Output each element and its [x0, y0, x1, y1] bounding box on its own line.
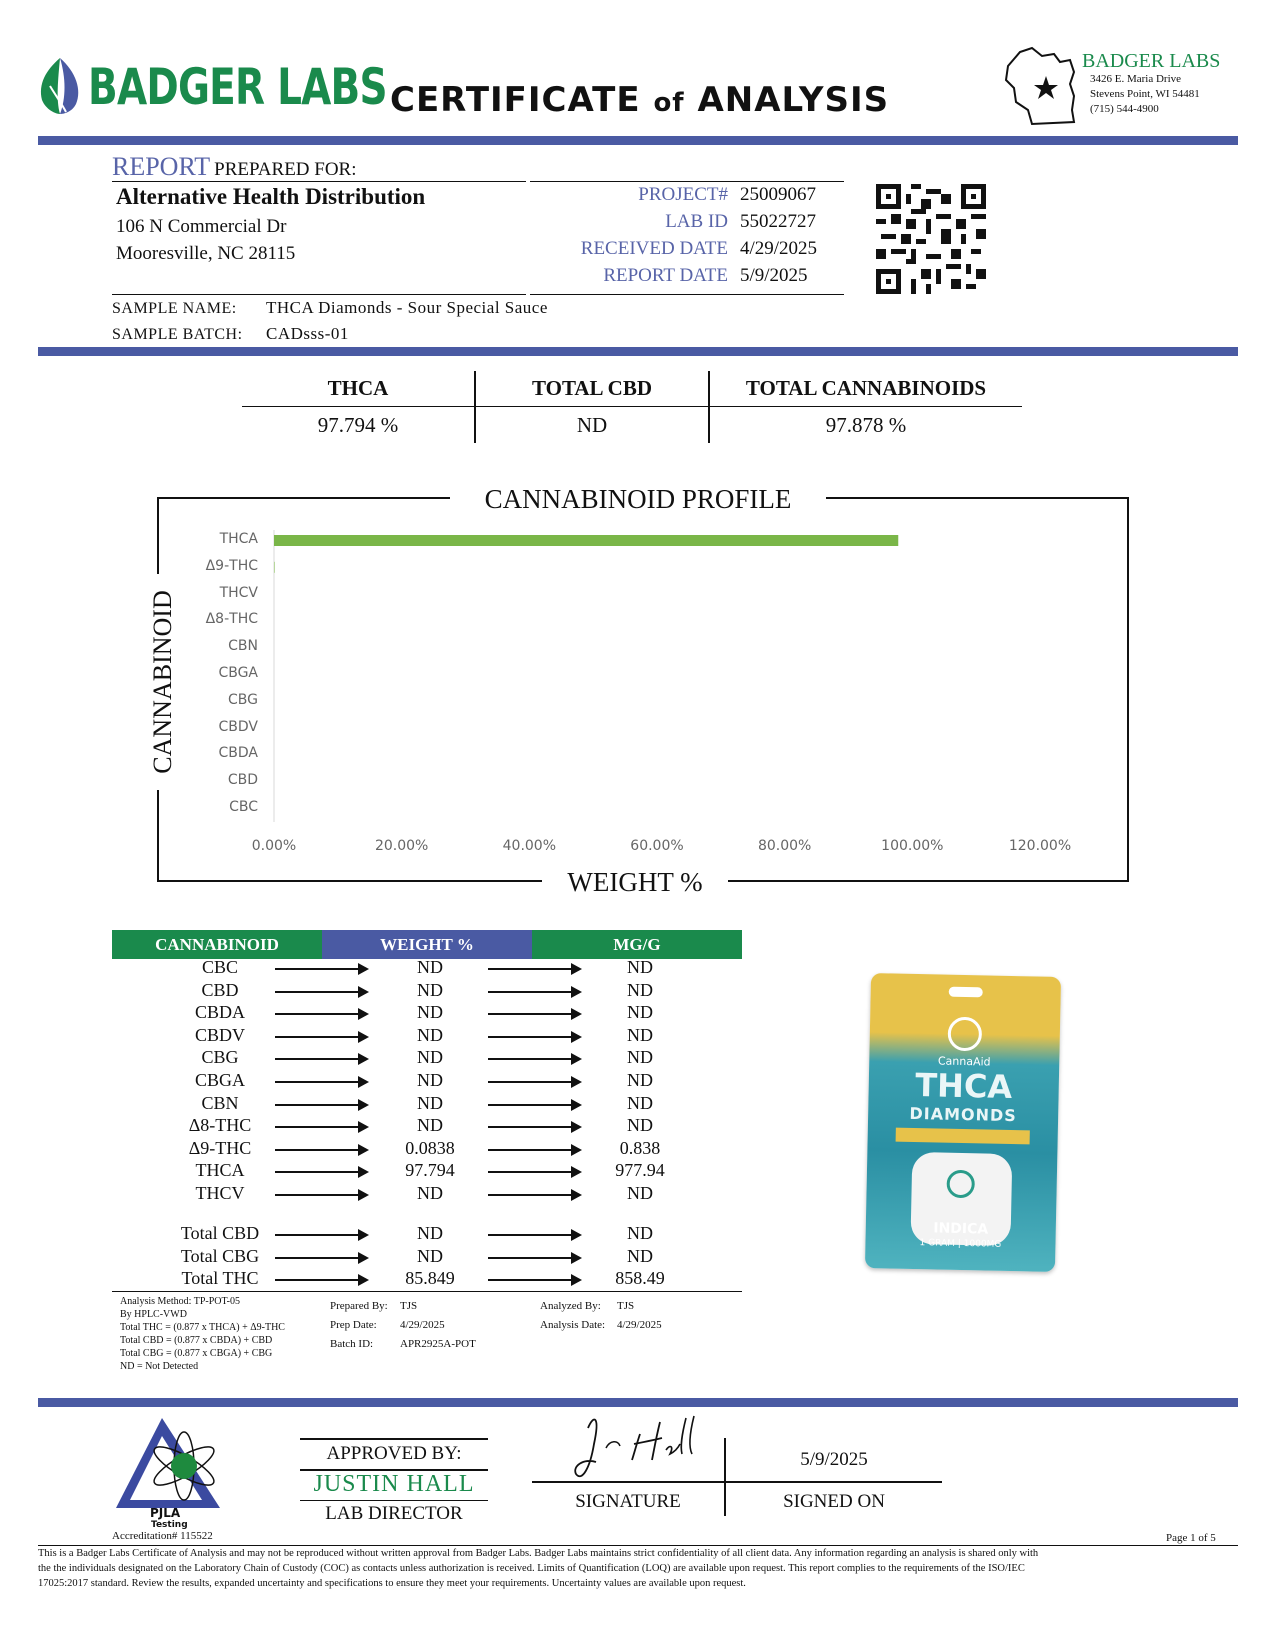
weight-value: ND [417, 1002, 443, 1023]
arrow-icon [488, 1171, 580, 1173]
summary-divider [242, 406, 1022, 407]
arrow-icon [275, 1058, 367, 1060]
pjla-sub-label: Testing [151, 1520, 188, 1530]
lab-id-label: LAB ID [665, 211, 728, 232]
table-row [110, 1002, 750, 1024]
y-tick-label: Δ8-THC [205, 611, 258, 628]
arrow-icon [275, 1279, 367, 1281]
lab-address-line1: 3426 E. Maria Drive [1090, 73, 1182, 85]
arrow-icon [488, 968, 580, 970]
analysis-info-values: TJS 4/29/2025 [617, 1300, 662, 1331]
mg-per-g-value: ND [627, 1070, 653, 1090]
arrow-icon [488, 1194, 580, 1196]
table-header-mg-g: MG/G [532, 930, 742, 959]
sample-batch-label: SAMPLE BATCH: [112, 326, 243, 343]
y-tick-label: THCV [219, 584, 258, 601]
signature-image [570, 1410, 710, 1488]
method-line: Analysis Method: TP-POT-05 [120, 1296, 241, 1307]
product-brand: CannaAid [937, 1054, 991, 1069]
header-divider [38, 136, 1238, 145]
arrow-icon [488, 1013, 580, 1015]
pjla-accreditation-logo [112, 1416, 232, 1516]
signature-line [532, 1481, 942, 1483]
product-size: 1 GRAM | 1000MG [919, 1238, 1002, 1250]
cannabinoid-name: CBC [201, 957, 239, 977]
analysis-info-labels: Analyzed By: Analysis Date: [540, 1300, 606, 1331]
signature-label: SIGNATURE [575, 1491, 681, 1512]
approver-name: JUSTIN HALL [313, 1471, 475, 1497]
badger-labs-leaf-logo [36, 56, 84, 116]
report-prepared-heading [112, 152, 357, 182]
y-tick-label: CBDV [218, 718, 258, 735]
arrow-icon [275, 968, 367, 970]
divider [300, 1438, 488, 1440]
summary-thca-label: THCA [327, 376, 389, 400]
arrow-icon [488, 991, 580, 993]
project-label: PROJECT# [638, 184, 728, 205]
product-name-line2: DIAMONDS [909, 1103, 1018, 1126]
divider [300, 1500, 488, 1501]
cannabinoid-name: CBD [201, 979, 239, 1000]
mg-per-g-value: ND [627, 1115, 653, 1136]
mg-per-g-value: ND [627, 1245, 653, 1266]
x-tick-label: 60.00% [630, 838, 684, 854]
cannabinoid-name: THCA [195, 1160, 245, 1181]
pjla-label: PJLA [150, 1506, 181, 1520]
cannabinoid-name: Δ8-THC [188, 1115, 252, 1136]
y-tick-label: CBN [228, 638, 258, 655]
project-number: 25009067 [740, 184, 816, 205]
prep-info-values: TJS 4/29/2025 APR2925A-POT [400, 1300, 476, 1350]
table-row [110, 957, 750, 979]
report-date-label: REPORT DATE [603, 265, 728, 286]
arrow-icon [275, 1257, 367, 1259]
cannabinoid-name: CBGA [194, 1070, 245, 1090]
qr-code[interactable] [876, 184, 986, 294]
cannabinoid-name: Total CBD [180, 1223, 260, 1243]
y-tick-label: CBD [227, 772, 258, 789]
sample-name: THCA Diamonds - Sour Special Sauce [266, 298, 548, 317]
arrow-icon [275, 1149, 367, 1151]
arrow-icon [488, 1058, 580, 1060]
arrow-icon [275, 1081, 367, 1083]
summary-total-cannabinoids-value: 97.878 % [825, 413, 907, 437]
chart-y-axis-label: CANNABINOID [148, 590, 177, 774]
weight-value: 85.849 [405, 1268, 455, 1289]
signed-date: 5/9/2025 [800, 1449, 868, 1470]
brand-name: BADGER LABS [88, 58, 387, 116]
chart-title: CANNABINOID PROFILE [484, 484, 792, 514]
cannabinoid-name: Total THC [181, 1268, 259, 1289]
divider [112, 181, 526, 182]
arrow-icon [488, 1234, 580, 1236]
table-row [110, 1070, 750, 1092]
table-row [110, 1025, 750, 1047]
client-street: 106 N Commercial Dr [116, 216, 287, 237]
x-tick-label: 100.00% [881, 838, 944, 854]
sample-batch: CADsss-01 [266, 324, 349, 343]
divider [530, 294, 844, 295]
arrow-icon [275, 1126, 367, 1128]
method-line: By HPLC-VWD [120, 1309, 187, 1320]
table-row [110, 1223, 750, 1245]
cannabinoid-name: Δ9-THC [188, 1137, 252, 1158]
summary-total-cbd-value: ND [576, 413, 608, 437]
x-tick-label: 80.00% [757, 838, 812, 854]
chart-x-axis-label: WEIGHT % [567, 867, 703, 897]
table-row [110, 1047, 750, 1069]
table-row [110, 1160, 750, 1182]
table-row [110, 1115, 750, 1137]
weight-value: ND [417, 1092, 443, 1113]
weight-value: ND [417, 1245, 443, 1266]
weight-value: 0.0838 [405, 1137, 455, 1158]
summary-thca-value: 97.794 % [317, 413, 399, 437]
mg-per-g-value: 977.94 [615, 1160, 665, 1181]
mg-per-g-value: ND [627, 1047, 653, 1068]
table-header-weight: WEIGHT % [322, 930, 532, 959]
arrow-icon [488, 1036, 580, 1038]
mg-per-g-value: ND [627, 979, 653, 1000]
title-of: of [653, 88, 685, 118]
lab-id: 55022727 [740, 211, 816, 232]
received-date-label: RECEIVED DATE [580, 238, 728, 259]
table-row [110, 1183, 750, 1205]
mg-per-g-value: 858.49 [615, 1268, 665, 1289]
mg-per-g-value: ND [627, 957, 653, 977]
arrow-icon [275, 1104, 367, 1106]
table-row [110, 1268, 750, 1290]
weight-value: ND [417, 1183, 443, 1203]
mg-per-g-value: ND [627, 1223, 653, 1243]
table-row [110, 1138, 750, 1160]
mg-per-g-value: ND [627, 1002, 653, 1023]
title-part2: ANALYSIS [697, 80, 890, 120]
mg-per-g-value: 0.838 [619, 1137, 661, 1158]
report-label: REPORT [112, 152, 211, 181]
footer-divider [38, 1398, 1238, 1407]
wisconsin-map-icon [1002, 44, 1080, 126]
arrow-icon [275, 1234, 367, 1236]
table-row [110, 980, 750, 1002]
method-notes [120, 1295, 285, 1373]
weight-value: ND [417, 1024, 443, 1045]
divider [112, 294, 526, 295]
signed-on-label: SIGNED ON [783, 1491, 885, 1512]
client-city: Mooresville, NC 28115 [116, 243, 296, 264]
y-tick-label: CBDA [218, 745, 258, 762]
lab-address-line2: Stevens Point, WI 54481 [1090, 88, 1200, 100]
product-strain: INDICA [933, 1220, 989, 1238]
weight-value: ND [417, 1047, 443, 1068]
chart-bar--9-thc [274, 562, 275, 573]
x-tick-label: 20.00% [374, 838, 429, 854]
method-line: Total CBG = (0.877 x CBGA) + CBG [120, 1348, 273, 1359]
arrow-icon [488, 1081, 580, 1083]
y-tick-label: CBC [229, 799, 258, 815]
summary-total-cannabinoids-label: TOTAL CANNABINOIDS [745, 376, 987, 400]
summary-total-cbd-label: TOTAL CBD [531, 376, 652, 400]
arrow-icon [488, 1104, 580, 1106]
table-row [110, 1246, 750, 1268]
arrow-icon [275, 1036, 367, 1038]
arrow-icon [488, 1149, 580, 1151]
table-header-cannabinoid: CANNABINOID [112, 930, 322, 959]
product-name-line1: THCA [914, 1065, 1013, 1107]
lab-phone: (715) 544-4900 [1090, 103, 1159, 115]
x-tick-label: 40.00% [502, 838, 557, 854]
weight-value: ND [417, 1115, 443, 1136]
x-tick-label: 0.00% [251, 838, 297, 854]
lab-address [1090, 72, 1200, 117]
sample-name-label: SAMPLE NAME: [112, 300, 237, 317]
arrow-icon [275, 1013, 367, 1015]
product-flavor-band [896, 1128, 1030, 1145]
cannabinoid-name: CBDV [194, 1024, 245, 1045]
y-tick-label: Δ9-THC [205, 557, 258, 574]
mg-per-g-value: ND [627, 1183, 653, 1203]
y-tick-label: THCA [219, 531, 258, 547]
cannabinoid-name: CBG [201, 1047, 239, 1068]
arrow-icon [275, 1171, 367, 1173]
footer-disclaimer: This is a Badger Labs Certificate of Analysis and may not be reproduced without written approval from Badger Labs. Badger Labs maintains strict confidentiality of all client data. Any information regarding an analysis is shared only with the the individuals designated on the Laboratory Chain of Custody (COC) as contacts unless authorization is received. Limits of Quantification (LOQ) are available upon request. This report complies to the requirements of the ISO/IEC 17025:2017 standard. Review the results, expanded uncertainty and specifications to ensure they meet your requirements. Uncertainty values are available upon request. [38, 1548, 1039, 1589]
hang-hole [949, 987, 983, 998]
received-date: 4/29/2025 [740, 238, 818, 259]
arrow-icon [488, 1279, 580, 1281]
weight-value: 97.794 [405, 1160, 455, 1181]
arrow-icon [488, 1257, 580, 1259]
weight-value: ND [417, 1223, 443, 1243]
report-date: 5/9/2025 [740, 265, 808, 286]
lab-name: BADGER LABS [1082, 50, 1221, 72]
cannabinoid-name: Total CBG [180, 1245, 260, 1266]
cannabinoid-name: CBN [201, 1092, 239, 1113]
cannabinoid-name: THCV [195, 1183, 245, 1203]
cannaaid-logo-icon [948, 1017, 983, 1052]
prepared-for-label: PREPARED FOR: [214, 159, 357, 180]
arrow-icon [275, 991, 367, 993]
y-tick-label: CBGA [218, 665, 258, 681]
page-number: Page 1 of 5 [1166, 1532, 1216, 1544]
approver-title: LAB DIRECTOR [325, 1503, 463, 1524]
table-bottom-rule [112, 1291, 742, 1292]
cannabinoid-name: CBDA [194, 1002, 245, 1023]
client-name: Alternative Health Distribution [116, 184, 426, 209]
method-line: Total THC = (0.877 x THCA) + Δ9-THC [120, 1322, 285, 1333]
title-part1: CERTIFICATE [390, 80, 641, 120]
method-line: ND = Not Detected [120, 1361, 199, 1372]
weight-value: ND [417, 979, 443, 1000]
prep-info-labels: Prepared By: Prep Date: Batch ID: [330, 1300, 388, 1350]
mg-per-g-value: ND [627, 1024, 653, 1045]
chart-bar-thca [274, 535, 898, 546]
arrow-icon [275, 1194, 367, 1196]
approved-by-label: APPROVED BY: [326, 1443, 462, 1464]
divider [530, 181, 844, 182]
arrow-icon [488, 1126, 580, 1128]
section-divider [38, 347, 1238, 356]
weight-value: ND [417, 957, 443, 977]
product-photo [865, 973, 1061, 1272]
page-title [390, 80, 889, 120]
y-tick-label: CBG [228, 691, 258, 708]
weight-value: ND [417, 1070, 443, 1090]
x-tick-label: 120.00% [1008, 838, 1072, 854]
table-row [110, 1093, 750, 1115]
method-line: Total CBD = (0.877 x CBDA) + CBD [120, 1335, 273, 1346]
accreditation-number: Accreditation# 115522 [112, 1530, 213, 1542]
mg-per-g-value: ND [627, 1092, 653, 1113]
